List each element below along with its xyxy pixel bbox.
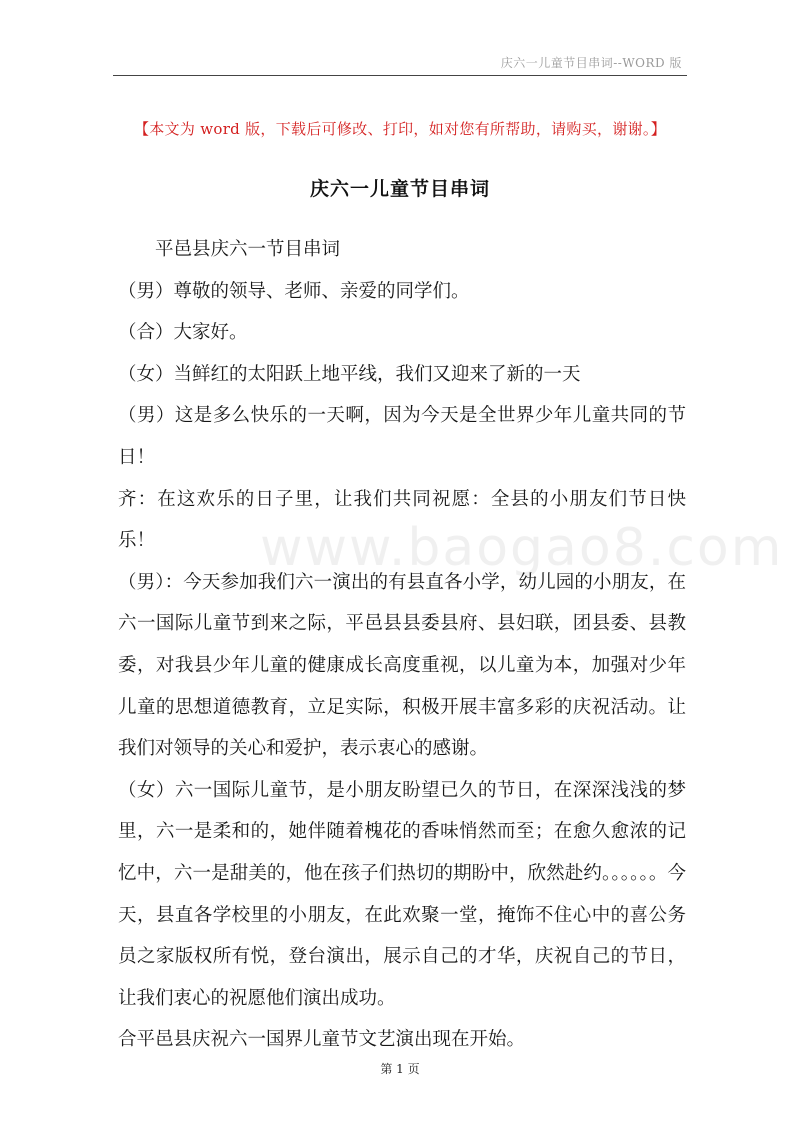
document-body <box>118 229 686 1061</box>
paragraph: 合平邑县庆祝六一国界儿童节文艺演出现在开始。 <box>118 1029 526 1051</box>
paragraph: （男）尊敬的领导、老师、亲爱的同学们。 <box>118 280 470 302</box>
paragraph: （男）这是多么快乐的一天啊，因为今天是全世界少年儿童共同的节日！ <box>118 405 686 468</box>
paragraph: （女）当鲜红的太阳跃上地平线，我们又迎来了新的一天 <box>118 363 581 385</box>
paragraph-heading: 平邑县庆六一节目串词 <box>155 239 341 260</box>
watermark: www.baogao8.com <box>260 518 784 578</box>
paragraph: （女）六一国际儿童节，是小朋友盼望已久的节日，在深深浅浅的梦里，六一是柔和的，她伴随着槐花的香味悄然而至；在愈久愈浓的记忆中，六一是甜美的，他在孩子们热切的期盼中，欣然赴约。。。。。。今天，县直各学校里的小朋友，在此欢聚一堂，掩饰不住心中的喜公务员之家版权所有悦，登台演出，展示自己的才华，庆祝自己的节日，让我们衷心的祝愿他们演出成功。 <box>118 779 686 1009</box>
running-header: 庆六一儿童节目串词--WORD 版 <box>500 56 682 70</box>
page-number: 第 1 页 <box>380 1062 420 1076</box>
paragraph: 齐：在这欢乐的日子里，让我们共同祝愿：全县的小朋友们节日快乐！ <box>118 488 686 552</box>
document-title: 庆六一儿童节目串词 <box>309 178 490 200</box>
download-notice: 【本文为 word 版，下载后可修改、打印，如对您有所帮助，请购买，谢谢。】 <box>133 120 667 138</box>
paragraph: （合）大家好。 <box>118 322 248 344</box>
paragraph: （男）：今天参加我们六一演出的有县直各小学，幼儿园的小朋友，在六一国际儿童节到来之际，平邑县县委县府、县妇联，团县委、县教委，对我县少年儿童的健康成长高度重视，以儿童为本，加强对少年儿童的思想道德教育，立足实际，积极开展丰富多彩的庆祝活动。让我们对领导的关心和爱护，表示衷心的感谢。 <box>118 571 686 760</box>
header-divider <box>113 75 687 76</box>
